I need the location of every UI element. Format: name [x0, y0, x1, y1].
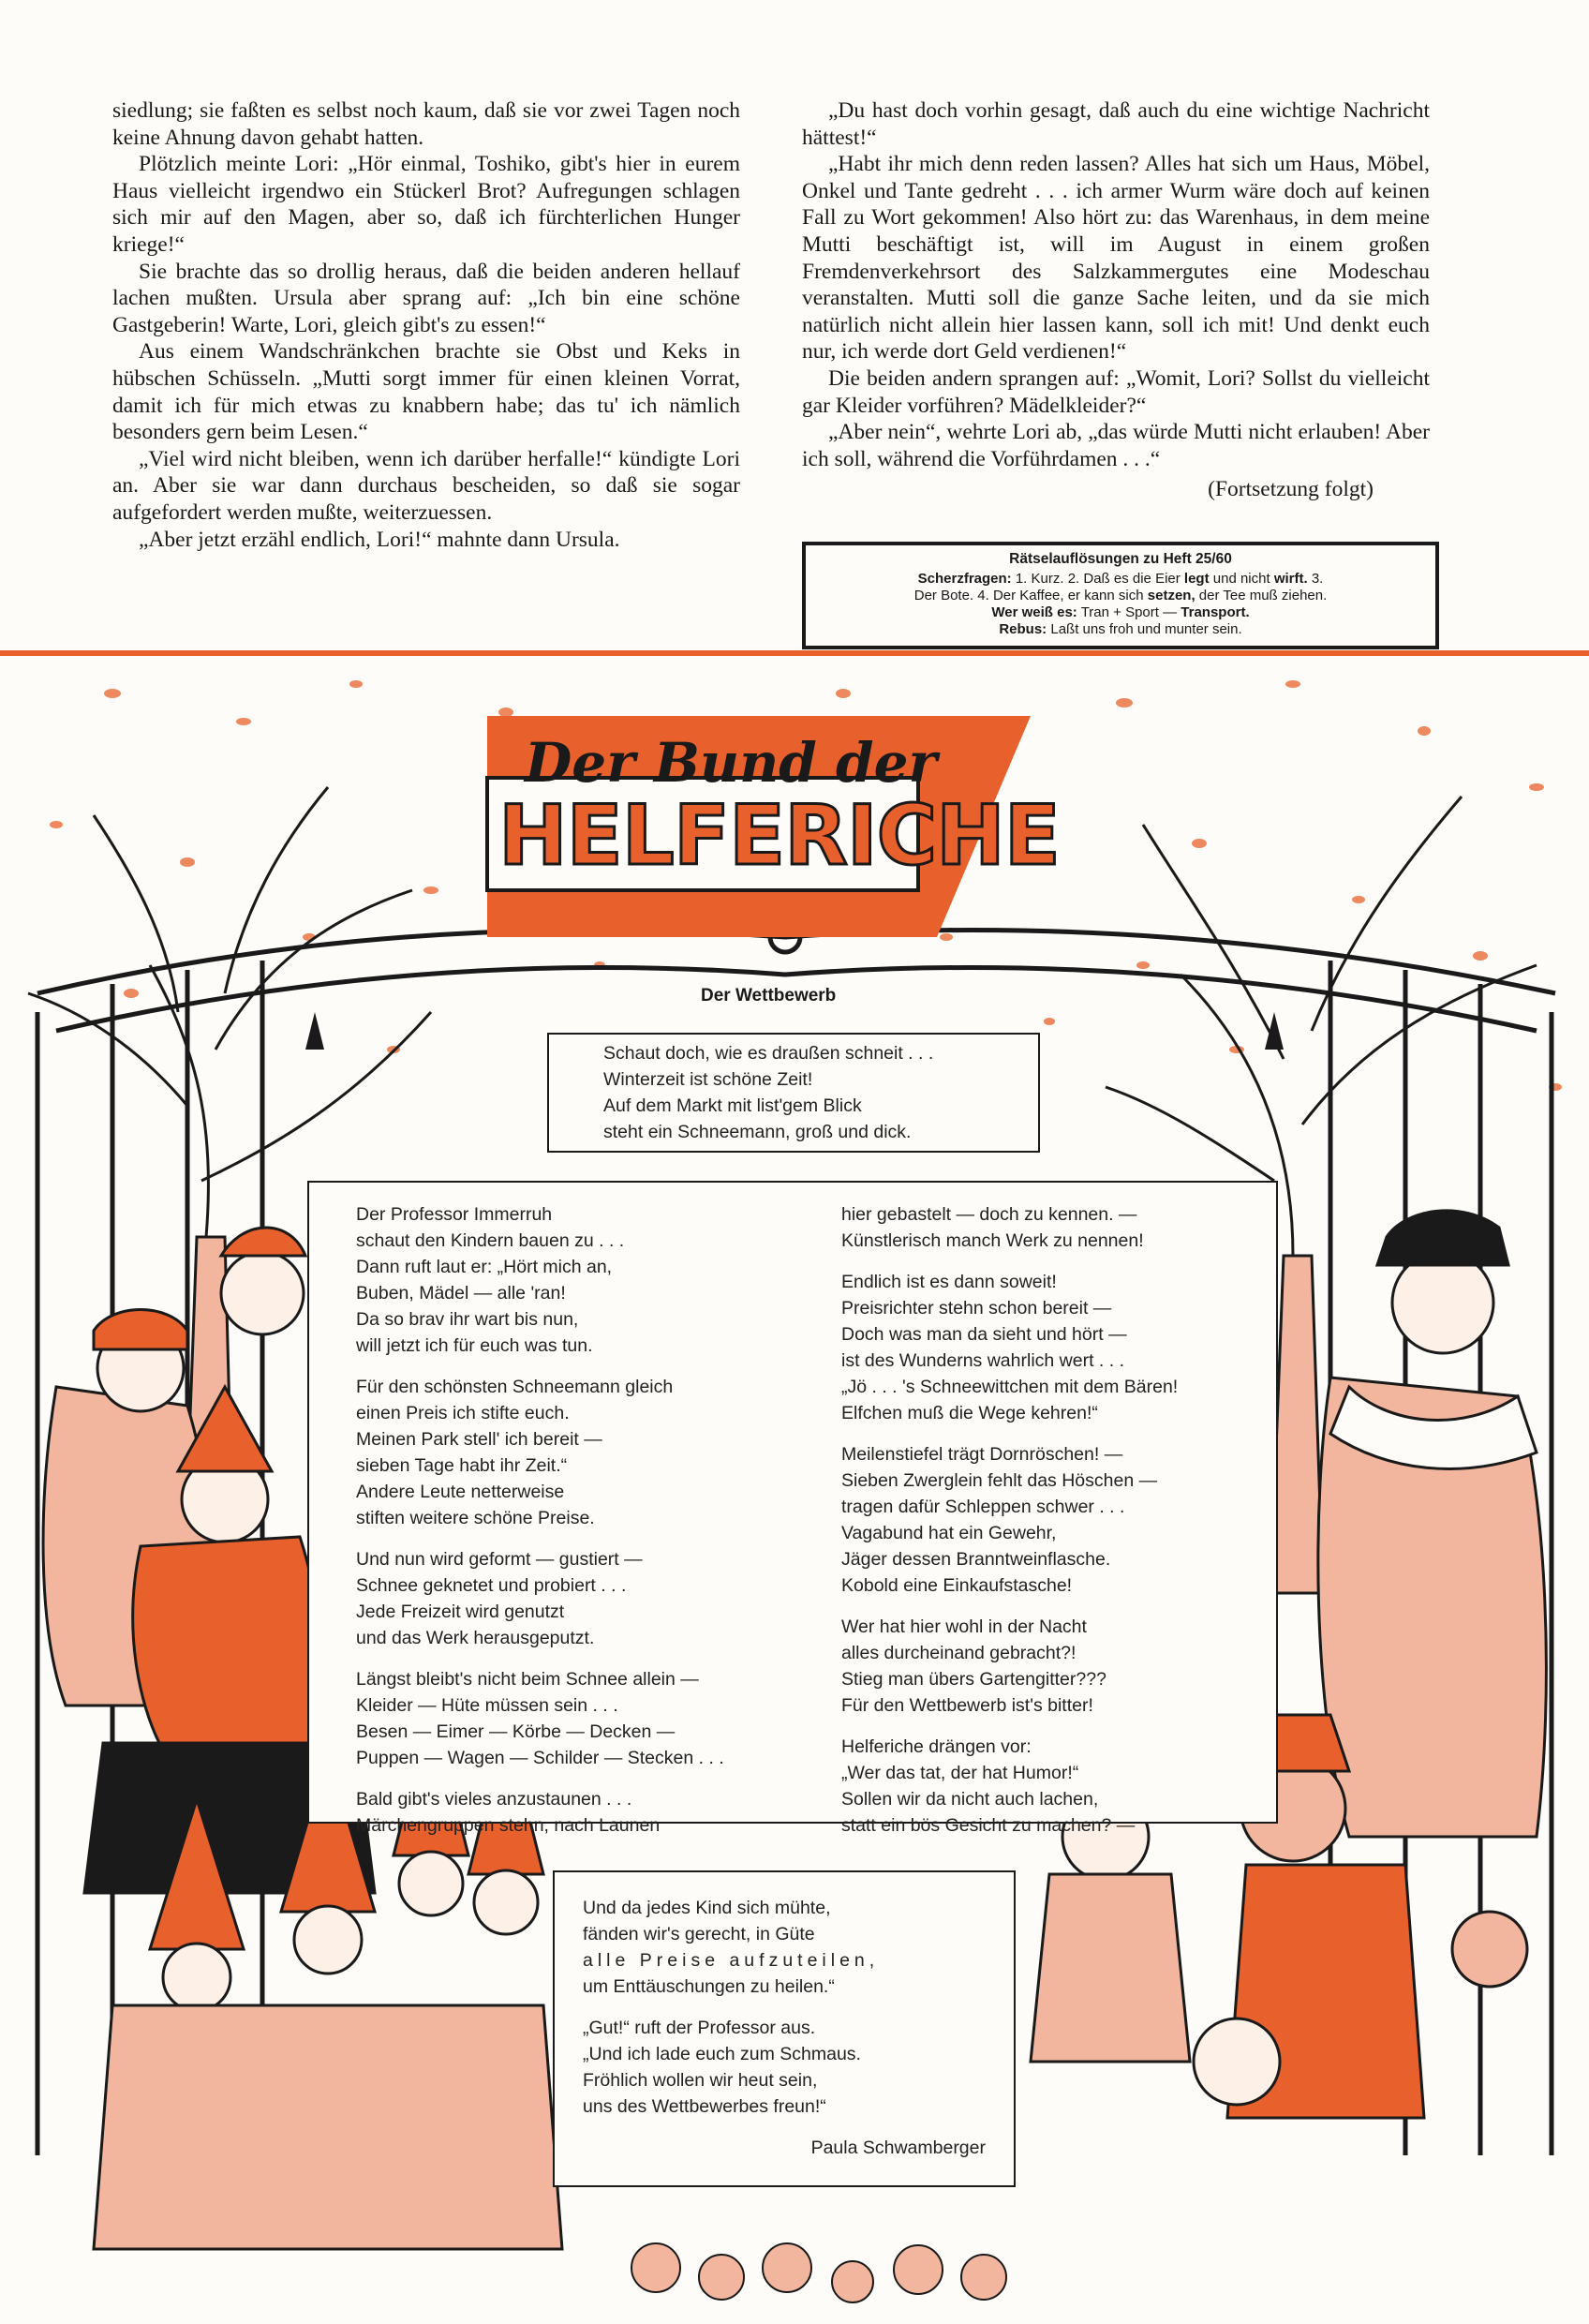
stanza — [583, 1895, 1014, 2000]
stanza — [356, 1201, 787, 1359]
poem-pane-main — [307, 1181, 1278, 1836]
banner-script-title: Der Bund der — [525, 731, 938, 795]
poem-line: Kobold eine Einkaufstasche! — [841, 1575, 1073, 1596]
puzzle-solutions-box — [802, 542, 1439, 649]
poem-line: „Und ich lade euch zum Schmaus. — [583, 2044, 861, 2064]
poem-line: Schaut doch, wie es draußen schneit . . . — [603, 1043, 934, 1064]
poem-line: Endlich ist es dann soweit! — [841, 1272, 1057, 1292]
poem-line: einen Preis ich stifte euch. — [356, 1403, 570, 1423]
poem-line: alle Preise aufzuteilen, — [583, 1950, 880, 1971]
poem-line: Winterzeit ist schöne Zeit! — [603, 1069, 813, 1090]
paragraph: Plötzlich meinte Lori: „Hör einmal, Toshiko, gibt's hier in eurem Haus vielleicht irgendwo ein Stückerl Brot? Aufregungen schlagen sich mir auf den Magen, aber so, daß ich fürchterlichen Hunger kriege!“ — [112, 152, 740, 257]
poem-line: Meinen Park stell' ich bereit — — [356, 1429, 602, 1450]
poem-line: Sollen wir da nicht auch lachen, — [841, 1789, 1099, 1810]
poem-line: Sieben Zwerglein fehlt das Höschen — — [841, 1470, 1158, 1491]
poem-line: sieben Tage habt ihr Zeit.“ — [356, 1455, 568, 1476]
poem-line: steht ein Schneemann, groß und dick. — [603, 1122, 912, 1142]
story-column-right — [802, 97, 1430, 503]
poem-line: Helferiche drängen vor: — [841, 1736, 1032, 1757]
paragraph: Sie brachte das so drollig heraus, daß die beiden anderen hellauf lachen mußten. Ursula aber sprang auf: „Ich bin eine schöne Gastgeberin! Warte, Lori, gleich gibt's zu essen!“ — [112, 259, 740, 337]
poem-line: Jäger dessen Branntweinflasche. — [841, 1549, 1111, 1570]
stanza — [841, 1614, 1254, 1719]
stanza — [841, 1269, 1254, 1426]
professor-figure — [1318, 1211, 1547, 1837]
paragraph: „Aber jetzt erzähl endlich, Lori!“ mahnte dann Ursula. — [139, 527, 620, 552]
stanza — [841, 1734, 1254, 1839]
paragraph: siedlung; sie faßten es selbst noch kaum, daß sie vor zwei Tagen noch keine Ahnung davon gehabt hatten. — [112, 98, 740, 150]
poem-line: Stieg man übers Gartengitter??? — [841, 1669, 1106, 1690]
poem-line: fänden wir's gerecht, in Güte — [583, 1924, 815, 1944]
solutions-line: Der Bote. 4. Der Kaffee, er kann sich setzen, der Tee muß ziehen. — [913, 588, 1328, 603]
poem-line: Da so brav ihr wart bis nun, — [356, 1309, 579, 1330]
illustration — [0, 656, 1589, 2324]
poem-line: „Gut!“ ruft der Professor aus. — [583, 2018, 816, 2038]
poem-line: Schnee geknetet und probiert . . . — [356, 1575, 627, 1596]
poem-line: Preisrichter stehn schon bereit — — [841, 1298, 1112, 1318]
poem-line: Vagabund hat ein Gewehr, — [841, 1523, 1057, 1543]
poem-line: Und nun wird geformt — gustiert — — [356, 1549, 643, 1570]
poem-line: Meilenstiefel trägt Dornröschen! — — [841, 1444, 1123, 1465]
poem-line: Märchengruppen stehn, nach Launen — [356, 1815, 661, 1836]
contest-subtitle: Der Wettbewerb — [701, 986, 837, 1006]
banner-block-title: HELFERICHE — [498, 787, 1060, 884]
poem-line: Künstlerisch manch Werk zu nennen! — [841, 1230, 1144, 1251]
poem-line: will jetzt ich für euch was tun. — [356, 1335, 593, 1356]
poem-line: schaut den Kindern bauen zu . . . — [356, 1230, 625, 1251]
poem-line: tragen dafür Schleppen schwer . . . — [841, 1497, 1125, 1517]
solutions-line: Rebus: Laßt uns froh und munter sein. — [999, 621, 1242, 637]
poem-line: ist des Wunderns wahrlich wert . . . — [841, 1350, 1125, 1371]
poem-column-left — [356, 1201, 787, 1854]
poem-line: Dann ruft laut er: „Hört mich an, — [356, 1257, 613, 1277]
solutions-line: Scherzfragen: 1. Kurz. 2. Daß es die Eier legt und nicht wirft. 3. — [917, 571, 1324, 587]
paragraph: Aus einem Wandschränkchen brachte sie Obst und Keks in hübschen Schüsseln. „Mutti sorgt immer für einen kleinen Vorrat, damit ich für mich etwas zu knabbern habe; das tu' ich nämlich besonders gern beim Lesen.“ — [112, 339, 740, 445]
story-column-left — [112, 97, 740, 553]
poem-column-right — [841, 1201, 1254, 1854]
paragraph: „Aber nein“, wehrte Lori ab, „das würde Mutti nicht erlauben! Aber ich soll, während die Vorführdamen . . .“ — [802, 420, 1430, 471]
poem-line: Doch was man da sieht und hört — — [841, 1324, 1127, 1345]
poem-line: um Enttäuschungen zu heilen.“ — [583, 1976, 835, 1997]
poem-line: „Jö . . . 's Schneewittchen mit dem Bären! — [841, 1377, 1179, 1397]
paragraph: Die beiden andern sprangen auf: „Womit, Lori? Sollst du vielleicht gar Kleider vorführen? Mädelkleider?“ — [802, 365, 1430, 418]
poem-line: Bald gibt's vieles anzustaunen . . . — [356, 1789, 632, 1810]
stanza — [841, 1201, 1254, 1254]
poem-line: Für den Wettbewerb ist's bitter! — [841, 1695, 1093, 1716]
stanza — [356, 1546, 787, 1651]
poem-author: Paula Schwamberger — [810, 2138, 986, 2158]
poem-line: „Wer das tat, der hat Humor!“ — [841, 1763, 1079, 1783]
poem-line: Längst bleibt's nicht beim Schnee allein — — [356, 1669, 699, 1690]
poem-line: uns des Wettbewerbes freun!“ — [583, 2096, 826, 2117]
poem-line: stiften weitere schöne Preise. — [356, 1508, 595, 1528]
paragraph: „Habt ihr mich denn reden lassen? Alles hat sich um Haus, Möbel, Onkel und Tante gedreht . . . ich armer Wurm wäre doch auf keinen Fall zu Wort gekommen! Also hört zu: das Warenhaus, in dem meine Mutti beschäftigt ist, will im August in einem großen Fremdenverkehrsort des Salzkammergutes eine Modeschau veranstalten. Mutti soll die ganze Sache leiten, und da sie mich natürlich nicht allein hier lassen kann, soll ich mit! Und denkt euch nur, ich werde dort Geld verdienen!“ — [802, 152, 1430, 365]
stanza — [356, 1786, 787, 1839]
poem-line: Elfchen muß die Wege kehren!“ — [841, 1403, 1098, 1423]
poem-line: Besen — Eimer — Körbe — Decken — — [356, 1721, 676, 1742]
poem-pane-top — [547, 1033, 1040, 1153]
poem-line: Fröhlich wollen wir heut sein, — [583, 2070, 818, 2091]
stanza — [583, 2015, 1014, 2120]
continued-note: (Fortsetzung folgt) — [1208, 477, 1374, 502]
poem-pane-bottom — [553, 1870, 1016, 2187]
stanza — [356, 1666, 787, 1771]
poem-line: Andere Leute netterweise — [356, 1482, 565, 1502]
solutions-title: Rätselauflösungen zu Heft 25/60 — [1009, 551, 1232, 567]
poem-line: Buben, Mädel — alle 'ran! — [356, 1283, 566, 1304]
poem-line: Für den schönsten Schneemann gleich — [356, 1377, 674, 1397]
poem-line: Wer hat hier wohl in der Nacht — [841, 1616, 1087, 1637]
paragraph: „Du hast doch vorhin gesagt, daß auch du eine wichtige Nachricht hättest!“ — [802, 98, 1430, 150]
paragraph: „Viel wird nicht bleiben, wenn ich darüber herfalle!“ kündigte Lori an. Aber sie war dann durchaus bescheiden, so daß sie sogar aufgefordert werden mußte, weiterzuessen. — [112, 446, 740, 525]
poem-line: Puppen — Wagen — Schilder — Stecken . . . — [356, 1748, 724, 1768]
poem-line: Auf dem Markt mit list'gem Blick — [603, 1095, 862, 1116]
poem-line: statt ein bös Gesicht zu machen? — — [841, 1815, 1136, 1836]
poem-line: alles durcheinand gebracht?! — [841, 1643, 1077, 1663]
poem-line: Kleider — Hüte müssen sein . . . — [356, 1695, 618, 1716]
stanza — [356, 1374, 787, 1531]
poem-line: Der Professor Immerruh — [356, 1204, 553, 1225]
stanza — [841, 1441, 1254, 1599]
solutions-line: Wer weiß es: Tran + Sport — Transport. — [991, 604, 1250, 620]
poem-line: und das Werk herausgeputzt. — [356, 1628, 595, 1648]
poem-line: Und da jedes Kind sich mühte, — [583, 1898, 831, 1918]
poem-line: Jede Freizeit wird genutzt — [356, 1601, 565, 1622]
poem-line: hier gebastelt — doch zu kennen. — — [841, 1204, 1137, 1225]
snowballs — [631, 2243, 1006, 2302]
